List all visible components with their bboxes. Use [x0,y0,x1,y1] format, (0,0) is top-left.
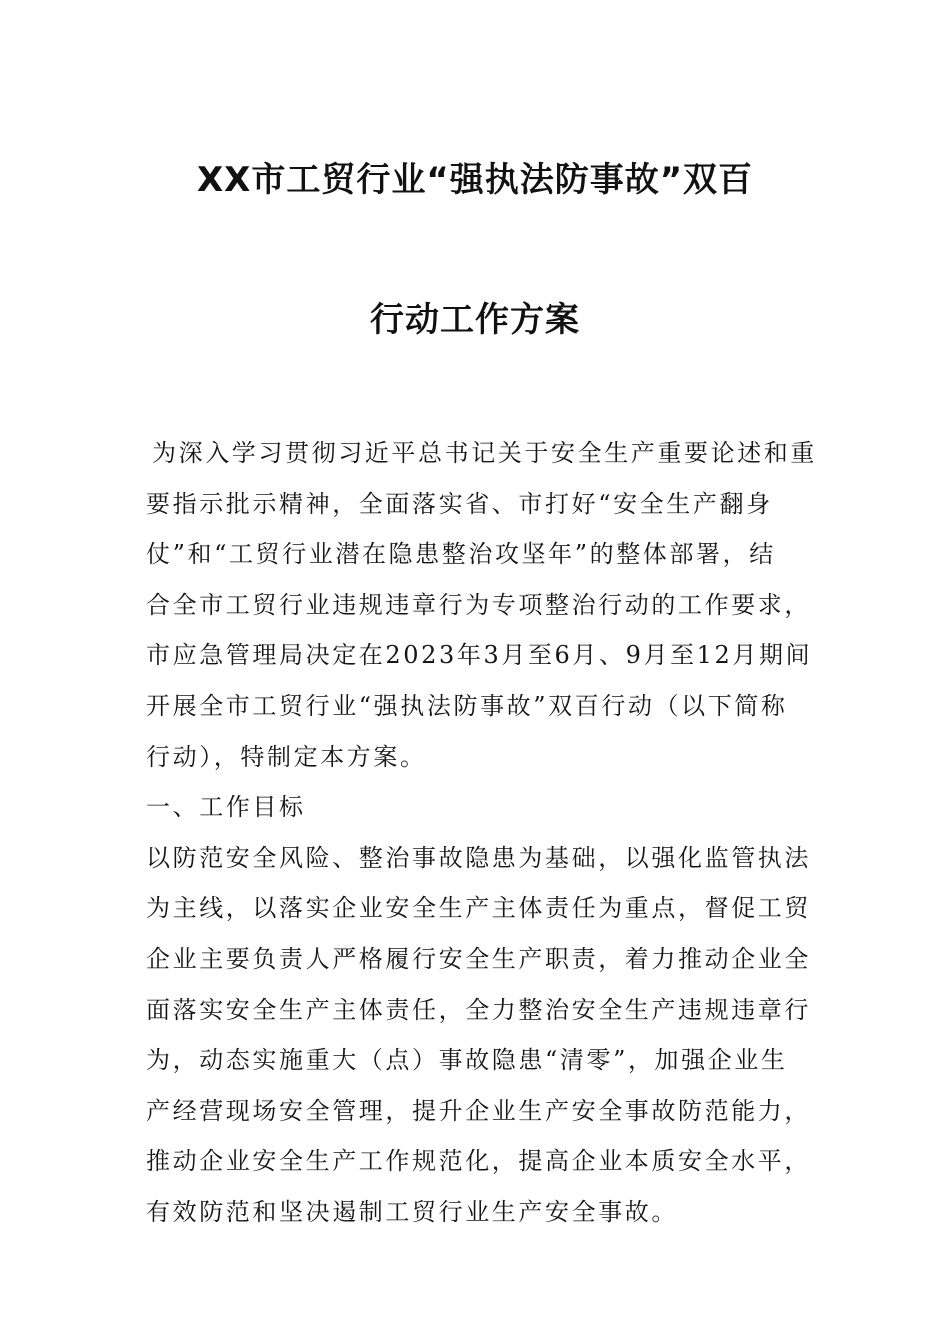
intro-line-4: 合全市工贸行业违规违章行为专项整治行动的工作要求， [146,590,811,619]
goals-line-5: 为，动态实施重大（点）事故隐患“清零”，加强企业生 [146,1046,788,1075]
goals-line-4: 面落实安全生产主体责任，全力整治安全生产违规违章行 [146,995,811,1024]
goals-line-2: 为主线，以落实企业安全生产主体责任为重点，督促工贸 [146,894,811,923]
document-body [146,428,817,1238]
intro-line-2: 要指示批示精神，全面落实省、市打好“安全生产翻身 [146,489,773,518]
intro-line-6: 开展全市工贸行业“强执法防事故”双百行动（以下简称 [146,691,788,720]
document-title-line-1: XX市工贸行业“强执法防事故”双百 [196,160,754,200]
goals-line-3: 企业主要负责人严格履行安全生产职责，着力推动企业全 [146,944,811,973]
intro-line-7: 行动），特制定本方案。 [146,742,427,771]
document-title-line-2: 行动工作方案 [370,300,580,340]
intro-line-3: 仗”和“工贸行业潜在隐患整治攻坚年”的整体部署，结 [146,540,776,569]
section-heading-work-goals: 一、工作目标 [146,793,306,822]
goals-line-1: 以防范安全风险、整治事故隐患为基础，以强化监管执法 [146,843,811,872]
goals-line-6: 产经营现场安全管理，提升企业生产安全事故防范能力， [146,1096,811,1125]
intro-line-1: 为深入学习贯彻习近平总书记关于安全生产重要论述和重 [152,439,817,467]
goals-line-7: 推动企业安全生产工作规范化，提高企业本质安全水平， [146,1147,811,1176]
intro-line-5: 市应急管理局决定在2023年3月至6月、9月至12月期间 [146,641,813,670]
goals-line-8: 有效防范和坚决遏制工贸行业生产安全事故。 [146,1197,678,1226]
